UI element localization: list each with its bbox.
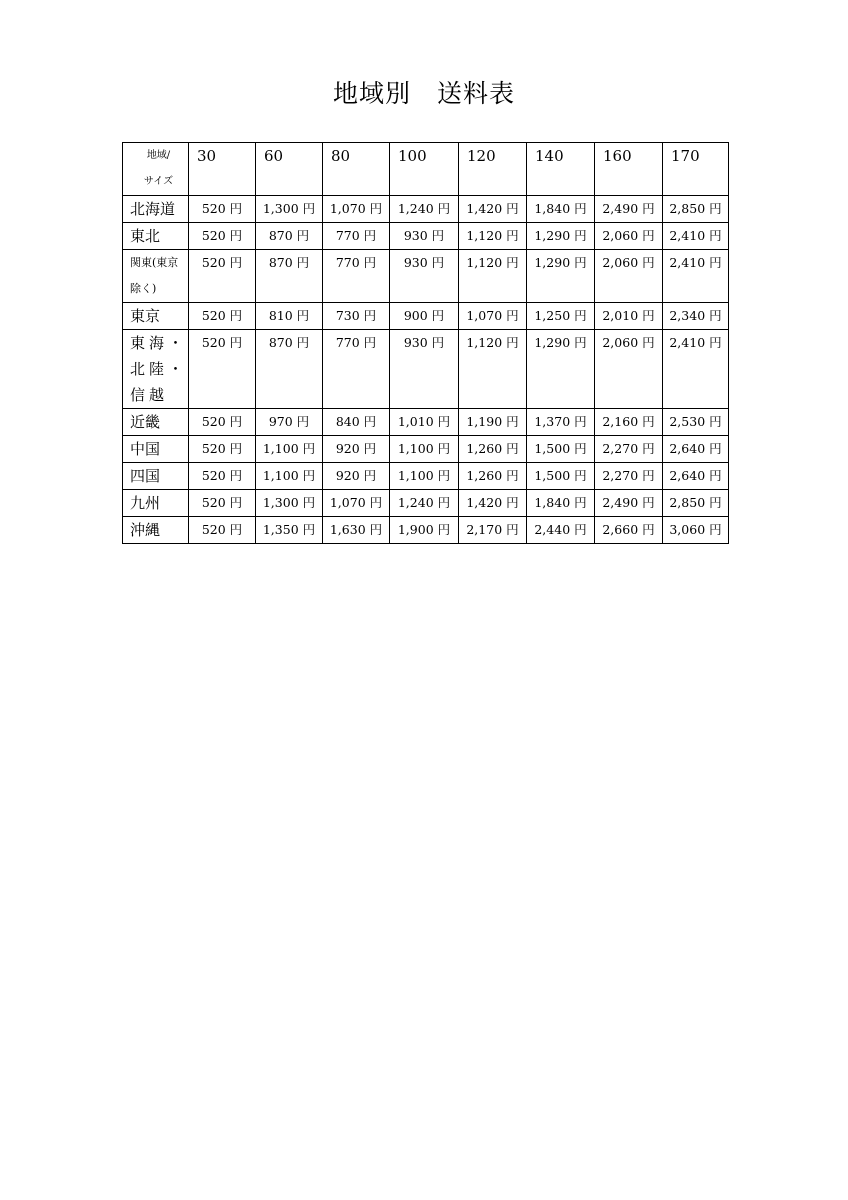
- size-header-80: 80: [323, 143, 390, 196]
- table-row: [123, 436, 729, 463]
- price-cell: 1,260 円: [459, 436, 527, 463]
- price-cell: 2,270 円: [595, 436, 663, 463]
- region-cell: [123, 463, 189, 490]
- region-cell: [123, 490, 189, 517]
- price-cell: 930 円: [390, 250, 459, 303]
- region-cell: [123, 436, 189, 463]
- price-cell: 920 円: [323, 436, 390, 463]
- price-cell: 2,640 円: [663, 436, 729, 463]
- price-cell: 2,060 円: [595, 223, 663, 250]
- price-cell: 2,270 円: [595, 463, 663, 490]
- price-cell: 1,100 円: [256, 463, 323, 490]
- price-cell: 2,440 円: [527, 517, 595, 544]
- price-cell: 1,260 円: [459, 463, 527, 490]
- region-cell: [123, 409, 189, 436]
- price-cell: 1,420 円: [459, 196, 527, 223]
- table-row: [123, 250, 729, 303]
- price-cell: 1,010 円: [390, 409, 459, 436]
- price-cell: 770 円: [323, 223, 390, 250]
- price-cell: 840 円: [323, 409, 390, 436]
- price-cell: 1,100 円: [256, 436, 323, 463]
- price-cell: 520 円: [189, 517, 256, 544]
- price-cell: 1,500 円: [527, 463, 595, 490]
- price-cell: 520 円: [189, 196, 256, 223]
- price-cell: 2,060 円: [595, 250, 663, 303]
- price-cell: 1,120 円: [459, 223, 527, 250]
- price-cell: 920 円: [323, 463, 390, 490]
- table-row: [123, 330, 729, 409]
- price-cell: 520 円: [189, 223, 256, 250]
- size-header-170: 170: [663, 143, 729, 196]
- price-cell: 520 円: [189, 330, 256, 409]
- price-cell: 900 円: [390, 303, 459, 330]
- price-cell: 520 円: [189, 250, 256, 303]
- price-cell: 770 円: [323, 250, 390, 303]
- size-header-60: 60: [256, 143, 323, 196]
- price-cell: 1,350 円: [256, 517, 323, 544]
- region-label: 四国: [130, 467, 161, 485]
- region-label: 九州: [130, 494, 161, 512]
- region-cell: [123, 223, 189, 250]
- price-cell: 1,240 円: [390, 196, 459, 223]
- region-label: 東京: [130, 307, 161, 325]
- price-cell: 1,240 円: [390, 490, 459, 517]
- price-cell: 1,100 円: [390, 436, 459, 463]
- table-row: [123, 490, 729, 517]
- price-cell: 930 円: [390, 223, 459, 250]
- price-cell: 520 円: [189, 463, 256, 490]
- price-cell: 520 円: [189, 436, 256, 463]
- price-cell: 2,010 円: [595, 303, 663, 330]
- price-cell: 1,100 円: [390, 463, 459, 490]
- region-label: 東海・: [130, 334, 188, 352]
- price-cell: 520 円: [189, 303, 256, 330]
- region-cell: [123, 196, 189, 223]
- price-cell: 1,370 円: [527, 409, 595, 436]
- price-cell: 810 円: [256, 303, 323, 330]
- price-cell: 1,250 円: [527, 303, 595, 330]
- price-cell: 2,060 円: [595, 330, 663, 409]
- region-cell: [123, 303, 189, 330]
- price-cell: 2,410 円: [663, 223, 729, 250]
- price-cell: 1,840 円: [527, 490, 595, 517]
- price-cell: 1,290 円: [527, 223, 595, 250]
- price-cell: 1,840 円: [527, 196, 595, 223]
- page-title: 地域別 送料表: [332, 79, 515, 108]
- size-header-140: 140: [527, 143, 595, 196]
- size-header-120: 120: [459, 143, 527, 196]
- size-header-30: 30: [189, 143, 256, 196]
- size-header-160: 160: [595, 143, 663, 196]
- region-cell: [123, 330, 189, 409]
- region-cell: [123, 517, 189, 544]
- region-label: 東北: [130, 227, 161, 245]
- region-label: 除く): [130, 282, 157, 295]
- region-cell: [123, 250, 189, 303]
- price-cell: 1,190 円: [459, 409, 527, 436]
- price-cell: 2,160 円: [595, 409, 663, 436]
- price-cell: 2,660 円: [595, 517, 663, 544]
- table-row: [123, 409, 729, 436]
- price-cell: 770 円: [323, 330, 390, 409]
- price-cell: 930 円: [390, 330, 459, 409]
- price-cell: 1,420 円: [459, 490, 527, 517]
- price-cell: 2,490 円: [595, 490, 663, 517]
- table-row: [123, 223, 729, 250]
- price-cell: 2,410 円: [663, 330, 729, 409]
- price-cell: 870 円: [256, 330, 323, 409]
- price-cell: 520 円: [189, 490, 256, 517]
- price-cell: 3,060 円: [663, 517, 729, 544]
- price-cell: 2,490 円: [595, 196, 663, 223]
- price-cell: 1,070 円: [459, 303, 527, 330]
- region-label: 沖縄: [130, 521, 161, 539]
- price-cell: 1,630 円: [323, 517, 390, 544]
- price-cell: 970 円: [256, 409, 323, 436]
- price-cell: 1,290 円: [527, 330, 595, 409]
- price-cell: 1,500 円: [527, 436, 595, 463]
- table-row: [123, 463, 729, 490]
- price-cell: 2,340 円: [663, 303, 729, 330]
- shipping-rate-table: [122, 142, 729, 544]
- corner-label-region: 地域/: [146, 150, 171, 161]
- price-cell: 1,070 円: [323, 196, 390, 223]
- table-header-row: [123, 143, 729, 196]
- price-cell: 1,070 円: [323, 490, 390, 517]
- table-row: [123, 517, 729, 544]
- price-cell: 870 円: [256, 223, 323, 250]
- price-cell: 520 円: [189, 409, 256, 436]
- region-label: 中国: [130, 440, 161, 458]
- price-cell: 2,530 円: [663, 409, 729, 436]
- corner-header-cell: [123, 143, 189, 196]
- region-label: 関東(東京: [130, 256, 179, 269]
- table-row: [123, 303, 729, 330]
- price-cell: 1,900 円: [390, 517, 459, 544]
- size-header-100: 100: [390, 143, 459, 196]
- price-cell: 2,410 円: [663, 250, 729, 303]
- region-label: 信越: [130, 386, 169, 404]
- region-label: 北陸・: [130, 360, 188, 378]
- price-cell: 2,850 円: [663, 490, 729, 517]
- price-cell: 1,290 円: [527, 250, 595, 303]
- price-cell: 1,300 円: [256, 196, 323, 223]
- price-cell: 870 円: [256, 250, 323, 303]
- corner-label-size: サイズ: [143, 176, 174, 187]
- price-cell: 1,120 円: [459, 330, 527, 409]
- region-label: 近畿: [130, 413, 161, 431]
- price-cell: 730 円: [323, 303, 390, 330]
- price-cell: 2,850 円: [663, 196, 729, 223]
- price-cell: 2,640 円: [663, 463, 729, 490]
- price-cell: 1,300 円: [256, 490, 323, 517]
- table-row: [123, 196, 729, 223]
- price-cell: 2,170 円: [459, 517, 527, 544]
- region-label: 北海道: [130, 200, 176, 218]
- price-cell: 1,120 円: [459, 250, 527, 303]
